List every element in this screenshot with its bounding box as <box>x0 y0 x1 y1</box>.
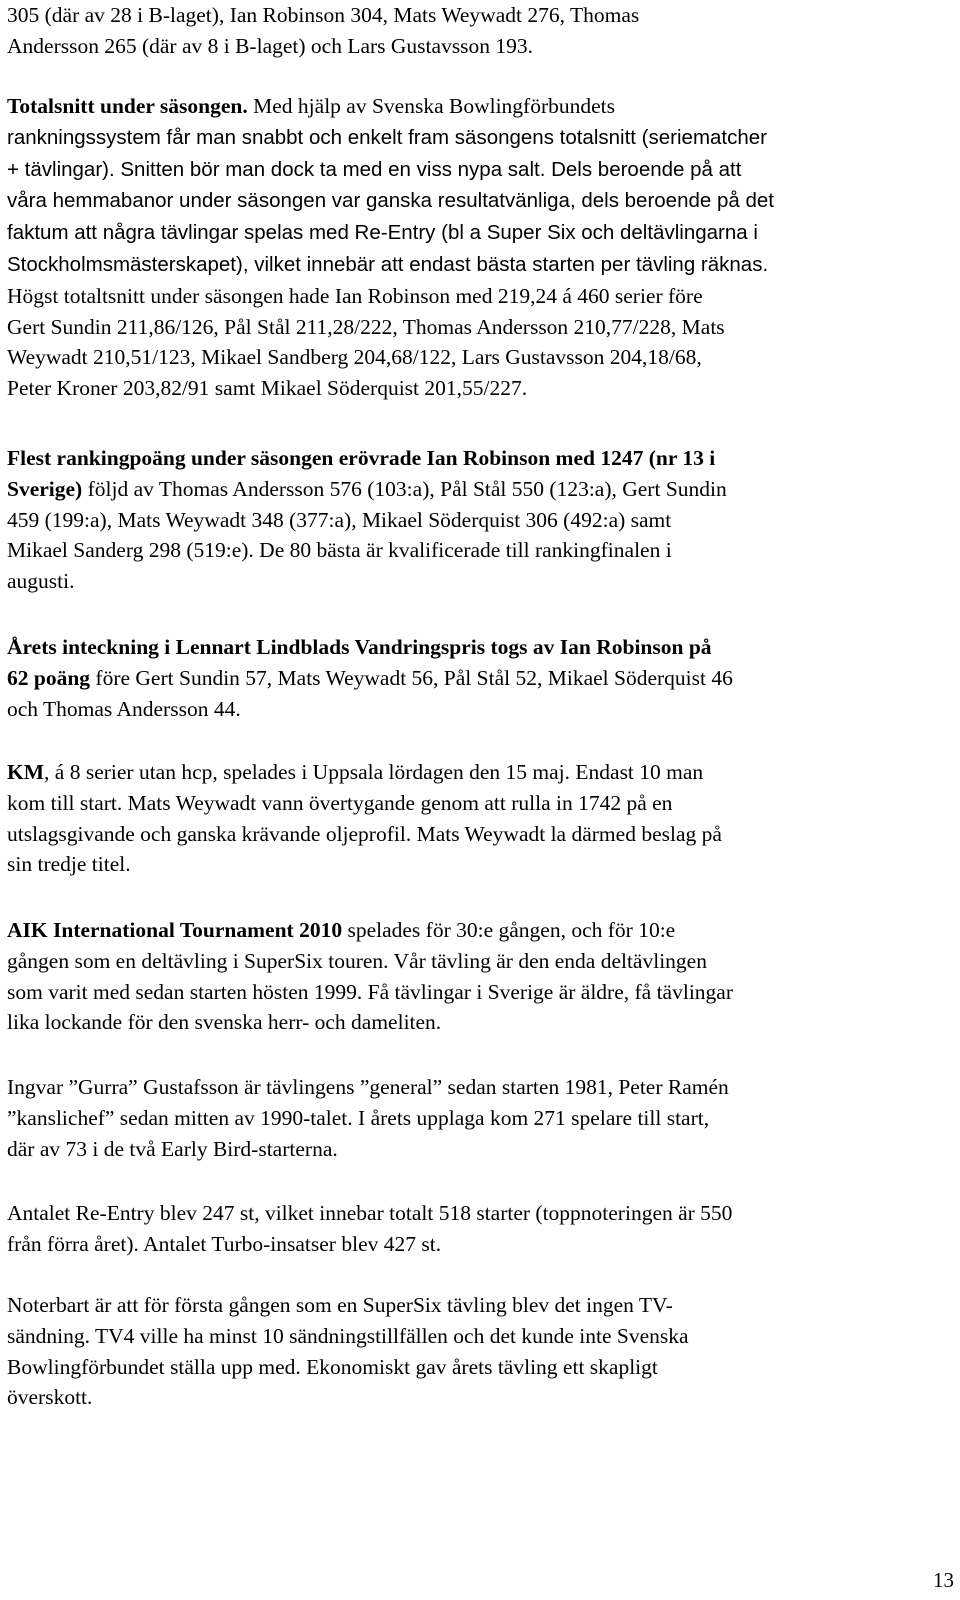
paragraph-tv <box>7 1290 689 1413</box>
organisation-text: Ingvar ”Gurra” Gustafsson är tävlingens ”general” sedan starten 1981, Peter Ramén ”kanslichef” sedan mitten av 1990-talet. I årets upplaga kom 271 spelare till start, där av 73 i de två Early Bird-starterna. <box>7 1075 729 1161</box>
rankingpoang-heading: Flest rankingpoäng under säsongen erövrade Ian Robinson med 1247 (nr 13 i Sverige) <box>7 446 716 501</box>
rankingpoang-text: följd av Thomas Andersson 576 (103:a), Pål Stål 550 (123:a), Gert Sundin 459 (199:a), Mats Weywadt 348 (377:a), Mikael Söderquist 306 (492:a) samt Mikael Sanderg 298 (519:e). De 80 bästa är kvalificerade till rankingfinalen i augusti. <box>7 476 727 594</box>
paragraph-km <box>7 757 722 880</box>
paragraph-1 <box>7 0 639 62</box>
km-heading: KM <box>7 760 45 784</box>
totalsnitt-text-b: Dels beroende på att våra hemmabanor under säsongen var ganska resultatvänliga, dels beroende på det faktum att några tävlingar spelas med Re-Entry (bl a Super Six och deltävlingarna i Stockholmsmästerskapet), vilket innebär att endast bästa starten per tävling räknas. <box>7 157 774 276</box>
paragraph-rankingpoang <box>7 443 727 597</box>
paragraph-vandringspris <box>7 632 733 724</box>
aik-tournament-text: spelades för 30:e gången, och för 10:e gången som en deltävling i SuperSix touren. Vår tävling är den enda deltävlingen som varit med sedan starten hösten 1999. Få tävlingar i Sverige är äldre, få tävlingar lika lockande för den svenska herr- och dameliten. <box>7 918 734 1035</box>
km-text: , á 8 serier utan hcp, spelades i Uppsala lördagen den 15 maj. Endast 10 man kom till start. Mats Weywadt vann övertygande genom att rulla in 1742 på en utslagsgivande och ganska krävande oljeprofil. Mats Weywadt la därmed beslag på sin tredje titel. <box>7 760 722 877</box>
totalsnitt-text-sans: rankningssystem får man snabbt och enkelt fram säsongens totalsnitt (seriematcher + tävlingar). Snitten bör man dock ta med en viss nypa salt. <box>7 125 767 181</box>
totalsnitt-text-c: Högst totaltsnitt under säsongen hade Ian Robinson med 219,24 á 460 serier före Gert Sundin 211,86/126, Pål Stål 211,28/222, Thomas Andersson 210,77/228, Mats Weywadt 210,51/123, Mikael Sandberg 204,68/122, Lars Gustavsson 204,18/68, Peter Kroner 203,82/91 samt Mikael Söderquist 201,55/227. <box>7 283 725 401</box>
paragraph-aik-tournament <box>7 915 733 1038</box>
paragraph-re-entry <box>7 1198 732 1260</box>
page-number: 13 <box>933 1568 954 1592</box>
paragraph-1-text: 305 (där av 28 i B-laget), Ian Robinson 304, Mats Weywadt 276, Thomas Andersson 265 (där av 8 i B-laget) och Lars Gustavsson 193. <box>7 3 640 58</box>
tv-text: Noterbart är att för första gången som en SuperSix tävling blev det ingen TV- sändning. TV4 ville ha minst 10 sändningstillfällen och det kunde inte Svenska Bowlingförbundet ställa upp med. Ekonomiskt gav årets tävling ett skapligt överskott. <box>7 1293 689 1410</box>
paragraph-totalsnitt <box>7 91 952 404</box>
re-entry-text: Antalet Re-Entry blev 247 st, vilket innebar totalt 518 starter (toppnoteringen är 550 från förra året). Antalet Turbo-insatser blev 427 st. <box>7 1201 733 1256</box>
paragraph-organisation <box>7 1072 729 1164</box>
vandringspris-text: före Gert Sundin 57, Mats Weywadt 56, Pål Stål 52, Mikael Söderquist 46 och Thomas Andersson 44. <box>7 665 733 721</box>
totalsnitt-heading: Totalsnitt under säsongen. <box>7 94 248 118</box>
aik-tournament-heading: AIK International Tournament 2010 <box>7 918 343 942</box>
vandringspris-heading: Årets inteckning i Lennart Lindblads Vandringspris togs av Ian Robinson på 62 poäng <box>7 635 712 690</box>
totalsnitt-text-a: Med hjälp av Svenska Bowlingförbundets <box>247 94 616 118</box>
